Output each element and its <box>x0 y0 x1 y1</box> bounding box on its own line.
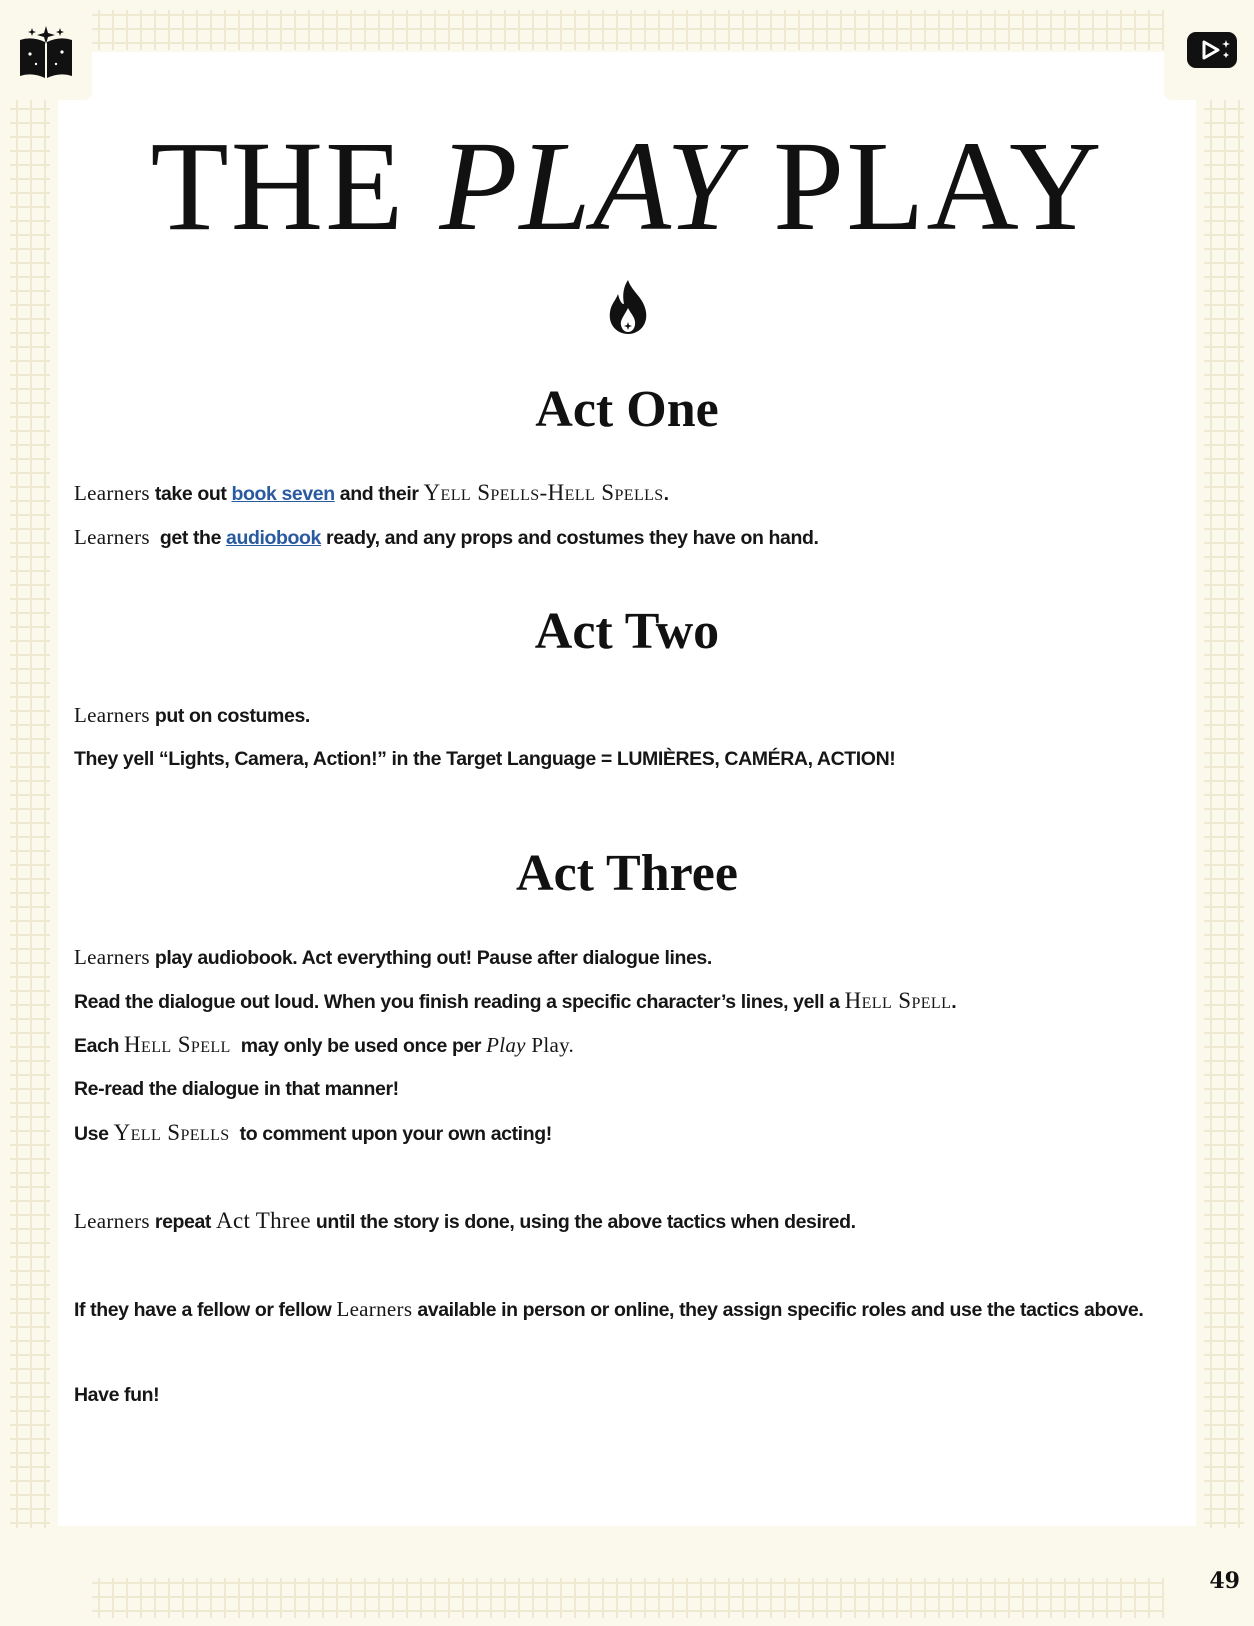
learners-term: Learners <box>74 1209 150 1233</box>
play-term: Play <box>525 1033 569 1057</box>
act-three-line-5 <box>74 1120 1194 1147</box>
text-segment: take out <box>149 483 232 505</box>
text-segment: get the <box>149 527 227 549</box>
act-one-line-2 <box>74 524 1194 551</box>
act-three-line-2 <box>74 988 1194 1015</box>
text-segment: and their <box>334 483 424 505</box>
learners-term: Learners <box>74 525 150 549</box>
text-segment: Read the dialogue out loud. When you finish reading a specific character’s lines, yell a <box>74 991 845 1013</box>
title-play: PLAY <box>773 115 1104 257</box>
greek-key-border-top <box>92 10 1164 50</box>
text-segment: put on costumes. <box>149 705 310 727</box>
text-segment: until the story is done, using the above tactics when desired. <box>310 1211 856 1233</box>
learners-term: Learners <box>74 481 150 505</box>
text-segment: If they have a fellow or fellow <box>74 1299 337 1321</box>
greek-key-border-right <box>1204 96 1244 1530</box>
act-one-heading: Act One <box>535 381 719 438</box>
yell-hell-spells-term: Yell Spells-Hell Spells <box>423 480 664 505</box>
page-title <box>0 115 1254 257</box>
text-segment: . <box>568 1033 575 1057</box>
text-segment: . <box>663 483 669 505</box>
learners-term: Learners <box>74 945 150 969</box>
text-segment: . <box>951 991 957 1013</box>
book-sparkle-icon[interactable] <box>18 18 74 80</box>
text-segment: may only be used once per <box>230 1035 487 1057</box>
title-play-italic: PLAY <box>439 115 739 257</box>
text-segment: available in person or online, they assign specific roles and use the tactics above. <box>412 1299 1144 1321</box>
hell-spell-term: Hell Spell <box>844 988 952 1013</box>
text-segment: repeat <box>149 1211 217 1233</box>
act-two-line-2: They yell “Lights, Camera, Action!” in the Target Language = LUMIÈRES, CAMÉRA, ACTION! <box>74 748 896 770</box>
act-three-term: Act Three <box>216 1208 311 1233</box>
act-three-line-1 <box>74 944 1194 971</box>
audiobook-link[interactable]: audiobook <box>226 527 322 549</box>
greek-key-border-left <box>10 96 50 1530</box>
yell-spells-term: Yell Spells <box>113 1120 230 1145</box>
act-two-heading: Act Two <box>534 603 720 660</box>
hell-spell-term: Hell Spell <box>124 1032 231 1057</box>
play-italic-term: Play <box>486 1033 526 1057</box>
act-two-line-1 <box>74 702 1194 729</box>
closing-line: Have fun! <box>74 1384 160 1406</box>
text-segment: Use <box>74 1123 114 1145</box>
act-three-heading: Act Three <box>516 845 738 902</box>
text-segment: ready, and any props and costumes they have on hand. <box>321 527 819 549</box>
act-one-line-1 <box>74 480 1194 507</box>
greek-key-border-bottom <box>92 1578 1164 1618</box>
fellow-learners-instruction <box>74 1296 1194 1323</box>
video-play-icon[interactable] <box>1186 30 1238 70</box>
repeat-instruction <box>74 1208 1194 1235</box>
corner-tab-bottom-left <box>0 1528 92 1626</box>
learners-term: Learners <box>74 703 150 727</box>
page-number: 49 <box>1209 1568 1240 1594</box>
flame-icon <box>606 278 650 336</box>
title-the: THE <box>150 115 406 257</box>
learners-term: Learners <box>336 1297 413 1321</box>
text-segment: play audiobook. Act everything out! Pause after dialogue lines. <box>149 947 712 969</box>
act-three-line-4: Re-read the dialogue in that manner! <box>74 1078 399 1100</box>
text-segment: to comment upon your own acting! <box>229 1123 552 1145</box>
book-seven-link[interactable]: book seven <box>231 483 335 505</box>
act-three-line-3 <box>74 1032 1194 1059</box>
text-segment: Each <box>74 1035 125 1057</box>
